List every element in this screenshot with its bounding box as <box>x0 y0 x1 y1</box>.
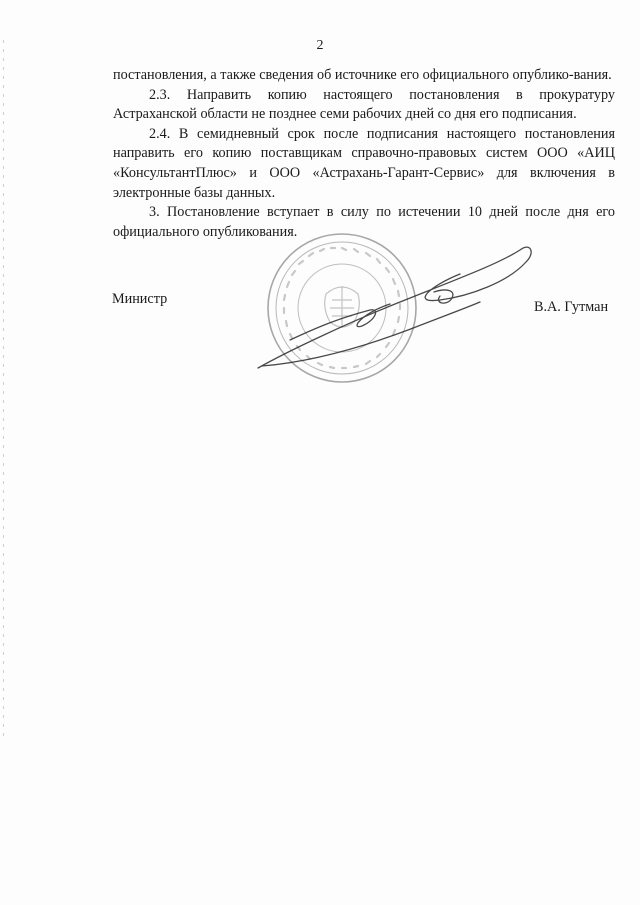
document-body <box>113 66 615 242</box>
paragraph-2-4: 2.4. В семидневный срок после подписания настоящего постановления направить его копию поставщикам справочно-правовых систем ООО «АИЦ «КонсультантПлюс» и ООО «Астрахань-Гарант-Сервис» для включения в электронные базы данных. <box>113 125 615 201</box>
signer-title: Министр <box>112 291 168 307</box>
handwritten-signature-icon <box>230 230 550 380</box>
paragraph-3: 3. Постановление вступает в силу по истечении 10 дней после дня его официального опубликования. <box>113 204 615 240</box>
paragraph-2-3: 2.3. Направить копию настоящего постановления в прокуратуру Астраханской области не позднее семи рабочих дней со дня его подписания. <box>113 86 615 123</box>
page-number: 2 <box>316 38 324 53</box>
paragraph-continuation: постановления, а также сведения об источнике его официального опублико-вания. <box>113 67 612 83</box>
signer-name: В.А. Гутман <box>534 299 609 315</box>
scan-edge-artifact <box>3 40 4 740</box>
